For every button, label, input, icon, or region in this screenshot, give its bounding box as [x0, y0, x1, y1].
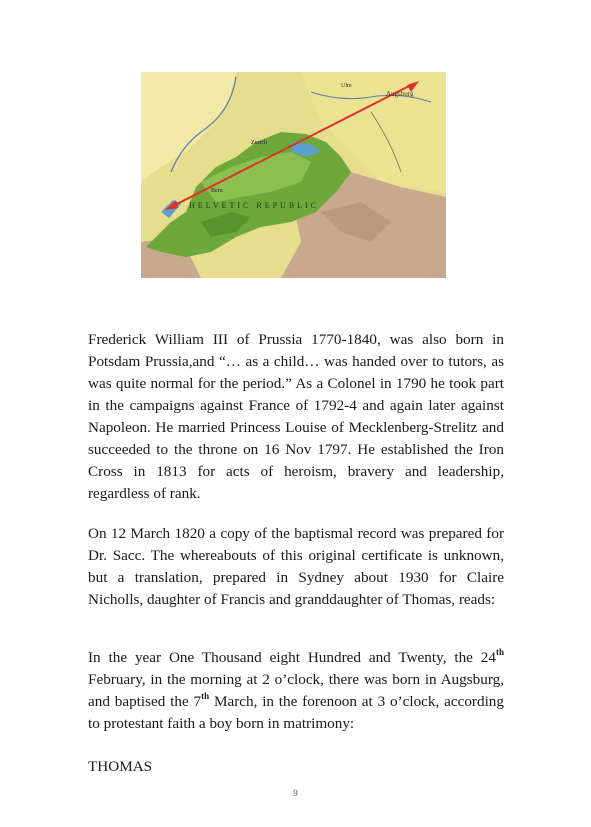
map-label-bern: Bern: [211, 188, 223, 194]
translation-part-2: February, in the morning at 2 o’clock, there was born in Augsburg, and baptised the 7: [88, 671, 504, 711]
paragraph-baptismal-record: On 12 March 1820 a copy of the baptismal record was prepared for Dr. Sacc. The whereabouts of this original certificate is unknown, but a translation, prepared in Sydney about 1930 for Claire Nicholls, daughter of Francis and granddaughter of Thomas, reads:: [88, 525, 504, 609]
translation-part-1: In the year One Thousand eight Hundred and Twenty, the 24: [88, 649, 496, 667]
ordinal-suffix-1: th: [495, 647, 504, 658]
child-name: THOMAS: [88, 758, 153, 775]
ordinal-suffix-2: th: [201, 691, 210, 702]
historical-map-figure: [141, 72, 446, 278]
map-illustration: [141, 72, 446, 278]
map-label-ulm: Ulm: [341, 83, 352, 89]
map-label-helvetic-republic: HELVETIC REPUBLIC: [189, 201, 320, 210]
map-label-augsburg: Augsburg: [386, 90, 414, 98]
page-number: 9: [293, 788, 298, 798]
paragraph-translation: [88, 647, 504, 735]
map-label-zurich: Zurich: [251, 140, 267, 146]
translation-part-3: March, in the forenoon at 3 o’clock, according to protestant faith a boy born in matrimony:: [88, 693, 504, 733]
paragraph-frederick-william: Frederick William III of Prussia 1770-1840, was also born in Potsdam Prussia,and “… as a child… was handed over to tutors, as was quite normal for the period.” As a Colonel in 1790 he took part in the campaigns against France of 1792-4 and again later against Napoleon. He married Princess Louise of Mecklenberg-Strelitz and succeeded to the throne on 16 Nov 1797. He established the Iron Cross in 1813 for acts of heroism, bravery and leadership, regardless of rank.: [88, 331, 504, 503]
